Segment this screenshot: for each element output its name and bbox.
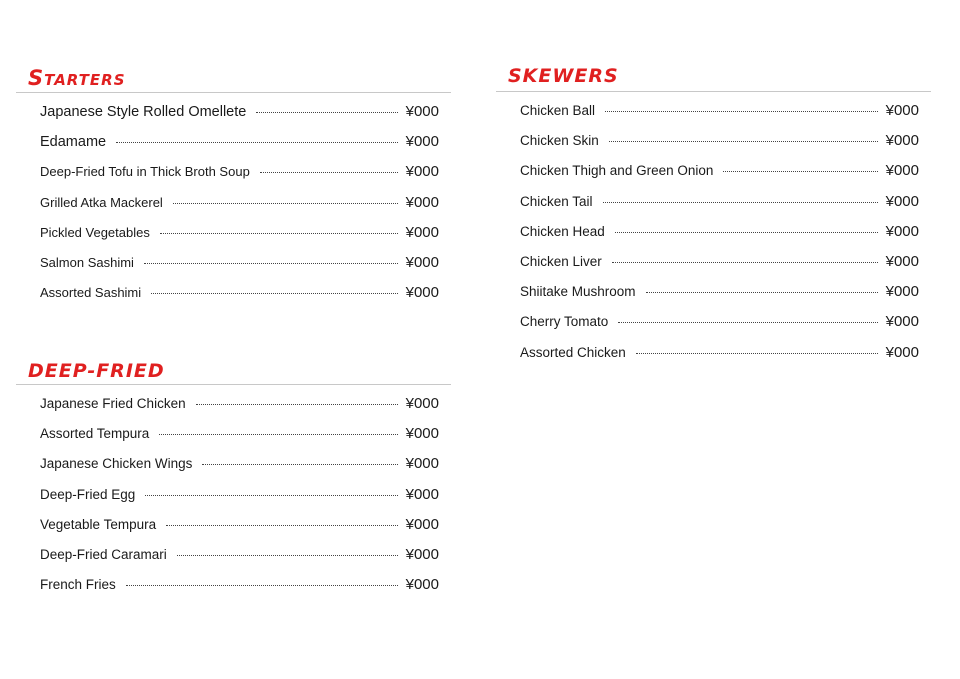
item-name: Vegetable Tempura (40, 516, 157, 532)
dot-leader (126, 585, 398, 586)
item-name: Chicken Skin (520, 133, 599, 149)
item-price: ¥000 (405, 576, 439, 594)
dot-leader (636, 353, 878, 354)
item-price: ¥000 (405, 485, 439, 503)
menu-item (520, 132, 919, 162)
item-price: ¥000 (405, 455, 439, 473)
item-name: Salmon Sashimi (40, 254, 134, 270)
dot-leader (202, 464, 397, 465)
menu-item (40, 224, 439, 254)
menu-item (40, 194, 439, 224)
menu-item (520, 223, 919, 253)
item-name: Assorted Tempura (40, 426, 150, 442)
dot-leader (723, 171, 877, 172)
menu-item (40, 455, 439, 485)
item-name: Deep-Fried Caramari (40, 546, 167, 562)
dot-leader (615, 232, 878, 233)
starters-list (40, 103, 439, 314)
item-name: Chicken Thigh and Green Onion (520, 163, 714, 179)
item-price: ¥000 (885, 343, 919, 361)
item-price: ¥000 (405, 103, 439, 120)
item-name: Japanese Chicken Wings (40, 456, 193, 472)
menu-item (40, 133, 439, 163)
menu-item (40, 546, 439, 576)
deep-fried-section (16, 350, 451, 610)
menu-item (40, 284, 439, 314)
menu-item (520, 253, 919, 283)
item-name: Edamame (40, 134, 107, 151)
item-price: ¥000 (885, 162, 919, 180)
menu-item (520, 162, 919, 192)
item-name: Chicken Head (520, 223, 605, 239)
skewers-list (520, 102, 919, 374)
dot-leader (256, 112, 397, 113)
skewers-title: SKEWERS (508, 65, 619, 87)
item-price: ¥000 (885, 222, 919, 240)
deep-fried-title: DEEP-FRIED (28, 360, 165, 382)
starters-section (16, 58, 451, 318)
deep-fried-divider (16, 384, 451, 385)
starters-divider (16, 92, 451, 93)
item-name: Japanese Style Rolled Omellete (40, 104, 247, 120)
menu-item (40, 103, 439, 133)
item-name: Shiitake Mushroom (520, 284, 636, 300)
item-price: ¥000 (405, 284, 439, 302)
menu-item (520, 313, 919, 343)
dot-leader (618, 322, 877, 323)
item-price: ¥000 (885, 313, 919, 331)
dot-leader (166, 525, 398, 526)
item-name: Assorted Sashimi (40, 285, 142, 301)
skewers-section (496, 58, 931, 378)
menu-item (40, 576, 439, 606)
item-name: Cherry Tomato (520, 314, 609, 330)
item-price: ¥000 (885, 252, 919, 270)
item-price: ¥000 (405, 515, 439, 533)
item-price: ¥000 (405, 545, 439, 563)
item-price: ¥000 (405, 395, 439, 412)
starters-title: Starters (28, 66, 126, 90)
skewers-divider (496, 91, 931, 92)
menu-item (40, 254, 439, 284)
item-name: Japanese Fried Chicken (40, 396, 186, 411)
deep-fried-list (40, 395, 439, 606)
item-name: Pickled Vegetables (40, 224, 150, 240)
menu-item (40, 425, 439, 455)
item-price: ¥000 (885, 283, 919, 301)
dot-leader (612, 262, 878, 263)
dot-leader (151, 293, 397, 294)
menu-item (520, 283, 919, 313)
dot-leader (605, 111, 878, 112)
item-price: ¥000 (885, 102, 919, 119)
item-price: ¥000 (405, 425, 439, 443)
menu-item (520, 102, 919, 132)
menu-item (40, 163, 439, 193)
item-name: Chicken Tail (520, 193, 593, 209)
menu-item (40, 516, 439, 546)
item-price: ¥000 (405, 193, 439, 211)
item-price: ¥000 (405, 133, 439, 151)
dot-leader (144, 263, 398, 264)
item-price: ¥000 (405, 163, 439, 181)
item-price: ¥000 (885, 132, 919, 150)
item-price: ¥000 (405, 253, 439, 271)
item-name: Deep-Fried Tofu in Thick Broth Soup (40, 164, 250, 180)
dot-leader (260, 172, 398, 173)
menu-item (520, 344, 919, 374)
menu-item (40, 395, 439, 425)
dot-leader (173, 203, 398, 204)
item-name: French Fries (40, 577, 116, 593)
dot-leader (159, 434, 397, 435)
item-name: Chicken Ball (520, 103, 596, 118)
dot-leader (177, 555, 398, 556)
dot-leader (160, 233, 398, 234)
dot-leader (116, 142, 398, 143)
item-name: Grilled Atka Mackerel (40, 194, 163, 210)
dot-leader (145, 495, 397, 496)
item-name: Deep-Fried Egg (40, 486, 136, 502)
dot-leader (609, 141, 878, 142)
dot-leader (196, 404, 398, 405)
dot-leader (646, 292, 878, 293)
menu-item (520, 193, 919, 223)
dot-leader (603, 202, 878, 203)
menu-item (40, 486, 439, 516)
item-name: Assorted Chicken (520, 344, 626, 360)
item-price: ¥000 (405, 223, 439, 241)
item-name: Chicken Liver (520, 253, 602, 269)
item-price: ¥000 (885, 192, 919, 210)
